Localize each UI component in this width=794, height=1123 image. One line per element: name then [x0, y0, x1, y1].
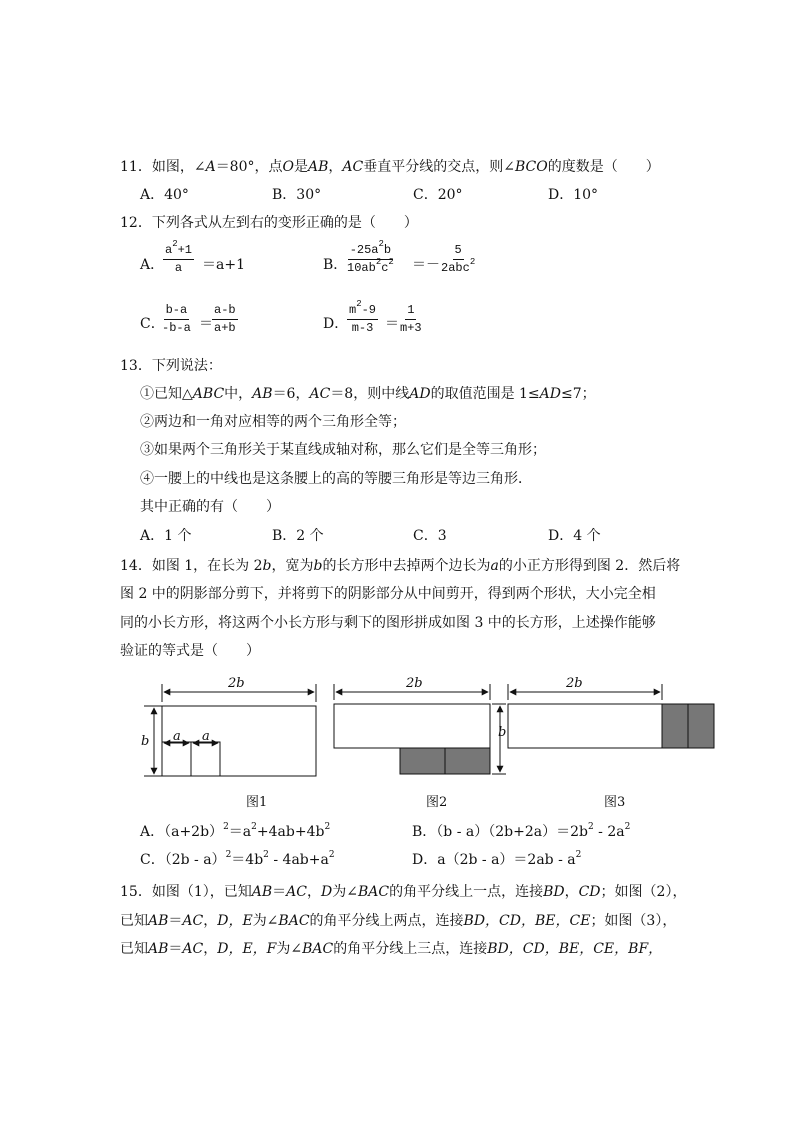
q13-statement-1: ①已知△ABC中，AB＝6，AC＝8，则中线AD的取值范围是 1≤AD≤7；: [140, 386, 596, 402]
fig2-label-2b: 2b: [406, 676, 423, 691]
figure-3-caption: 图3: [604, 795, 626, 810]
q11-option-b: B．30°: [272, 187, 322, 203]
figure-2: [334, 684, 506, 774]
figure-1: [144, 684, 316, 776]
q12-option-d-label: D．: [323, 316, 349, 332]
q12-option-a-label: A．: [140, 257, 165, 273]
q11-option-d: D．10°: [548, 187, 599, 203]
q12-option-b-lhs-fraction: $\frac{-25a^2b}{10ab^2c^2}$: [347, 239, 394, 275]
q14-option-c: C．$(2b - a)^2=4b^2 - 4ab+a^2$: [140, 850, 335, 868]
q12-option-a-fraction: $\frac{a^2+1}{a}$: [165, 239, 193, 275]
q13-stem: 13．下列说法：: [120, 358, 222, 374]
q12-option-c-rhs-fraction: $\frac{a-b}{a+b}$: [214, 303, 236, 335]
q13-option-a: A．1 个: [140, 528, 192, 544]
q11-option-c: C．20°: [413, 187, 463, 203]
figure-3: [508, 684, 714, 748]
q12-option-d-lhs-fraction: $\frac{m^2-9}{m-3}$: [349, 299, 377, 335]
q11-option-a: A．40°: [140, 187, 189, 203]
fig1-label-b: b: [141, 734, 150, 749]
q14-line-3: 同的小长方形，将这两个小长方形与剩下的图形拼成如图 3 中的长方形，上述操作能够: [120, 615, 656, 631]
fig1-label-2b: 2b: [228, 676, 245, 691]
q14-figures: [0, 672, 794, 812]
q13-option-b: B．2 个: [272, 528, 324, 544]
q13-statement-3: ③如果两个三角形关于某直线成轴对称，那么它们是全等三角形；: [140, 442, 546, 458]
q15-line-2: 已知AB＝AC，D，E为∠BAC的角平分线上两点，连接BD，CD，BE，CE；如图（3），: [120, 913, 677, 929]
q12-option-b-label: B．: [323, 257, 348, 273]
q12-option-c-label: C．: [140, 316, 165, 332]
q14-option-b: B．$(b - a)(2b+2a)=2b^2 - 2a^2$: [412, 822, 631, 840]
q14-line-4: 验证的等式是（ ）: [120, 643, 260, 659]
q12-stem: 12．下列各式从左到右的变形正确的是（ ）: [120, 215, 418, 231]
q12-option-d-rhs-fraction: $\frac{1}{m+3}$: [400, 303, 422, 335]
fig3-label-2b: 2b: [566, 676, 583, 691]
figure-1-caption: 图1: [246, 795, 268, 810]
q12-option-d-eq: ＝: [385, 316, 399, 332]
figure-2-caption: 图2: [426, 795, 448, 810]
q14-line-2: 图 2 中的阴影部分剪下，并将剪下的阴影部分从中间剪开，得到两个形状，大小完全相: [120, 586, 656, 602]
fig1-label-a1: a: [173, 729, 181, 744]
q14-line-1: 14．如图 1，在长为 2b，宽为b的长方形中去掉两个边长为a的小正方形得到图 2．然后将: [120, 558, 681, 574]
q13-statement-4: ④一腰上的中线也是这条腰上的高的等腰三角形是等边三角形．: [140, 471, 532, 487]
q13-option-d: D．4 个: [548, 528, 601, 544]
q13-statement-2: ②两边和一角对应相等的两个三角形全等；: [140, 414, 406, 430]
q12-option-b-eq: ＝－: [412, 257, 440, 273]
q12-option-c-eq: ＝: [199, 316, 213, 332]
q12-option-b-rhs-fraction: 5 2abc$^2$: [441, 243, 476, 275]
q12-option-c-lhs-fraction: $\frac{b-a}{-b-a}$: [162, 303, 191, 335]
q15-line-1: 15．如图（1），已知AB＝AC，D为∠BAC的角平分线上一点，连接BD，CD；如图（2），: [120, 884, 687, 900]
q12-option-a-rhs: ＝a+1: [202, 257, 245, 273]
q14-option-d: D．$a(2b - a)=2ab - a^2$: [412, 850, 582, 868]
fig1-label-a2: a: [202, 729, 210, 744]
q15-line-3: 已知AB＝AC，D，E，F为∠BAC的角平分线上三点，连接BD，CD，BE，CE，BF，: [120, 941, 663, 957]
q11-stem: 11．如图，∠A＝80°，点O是AB，AC垂直平分线的交点，则∠BCO的度数是（ ）: [120, 159, 660, 175]
q13-option-c: C．3: [413, 528, 447, 544]
q14-option-a: A．$(a+2b)^2=a^2+4ab+4b^2$: [140, 822, 331, 840]
fig2-label-b: b: [498, 725, 507, 740]
q13-question: 其中正确的有（ ）: [140, 499, 280, 515]
